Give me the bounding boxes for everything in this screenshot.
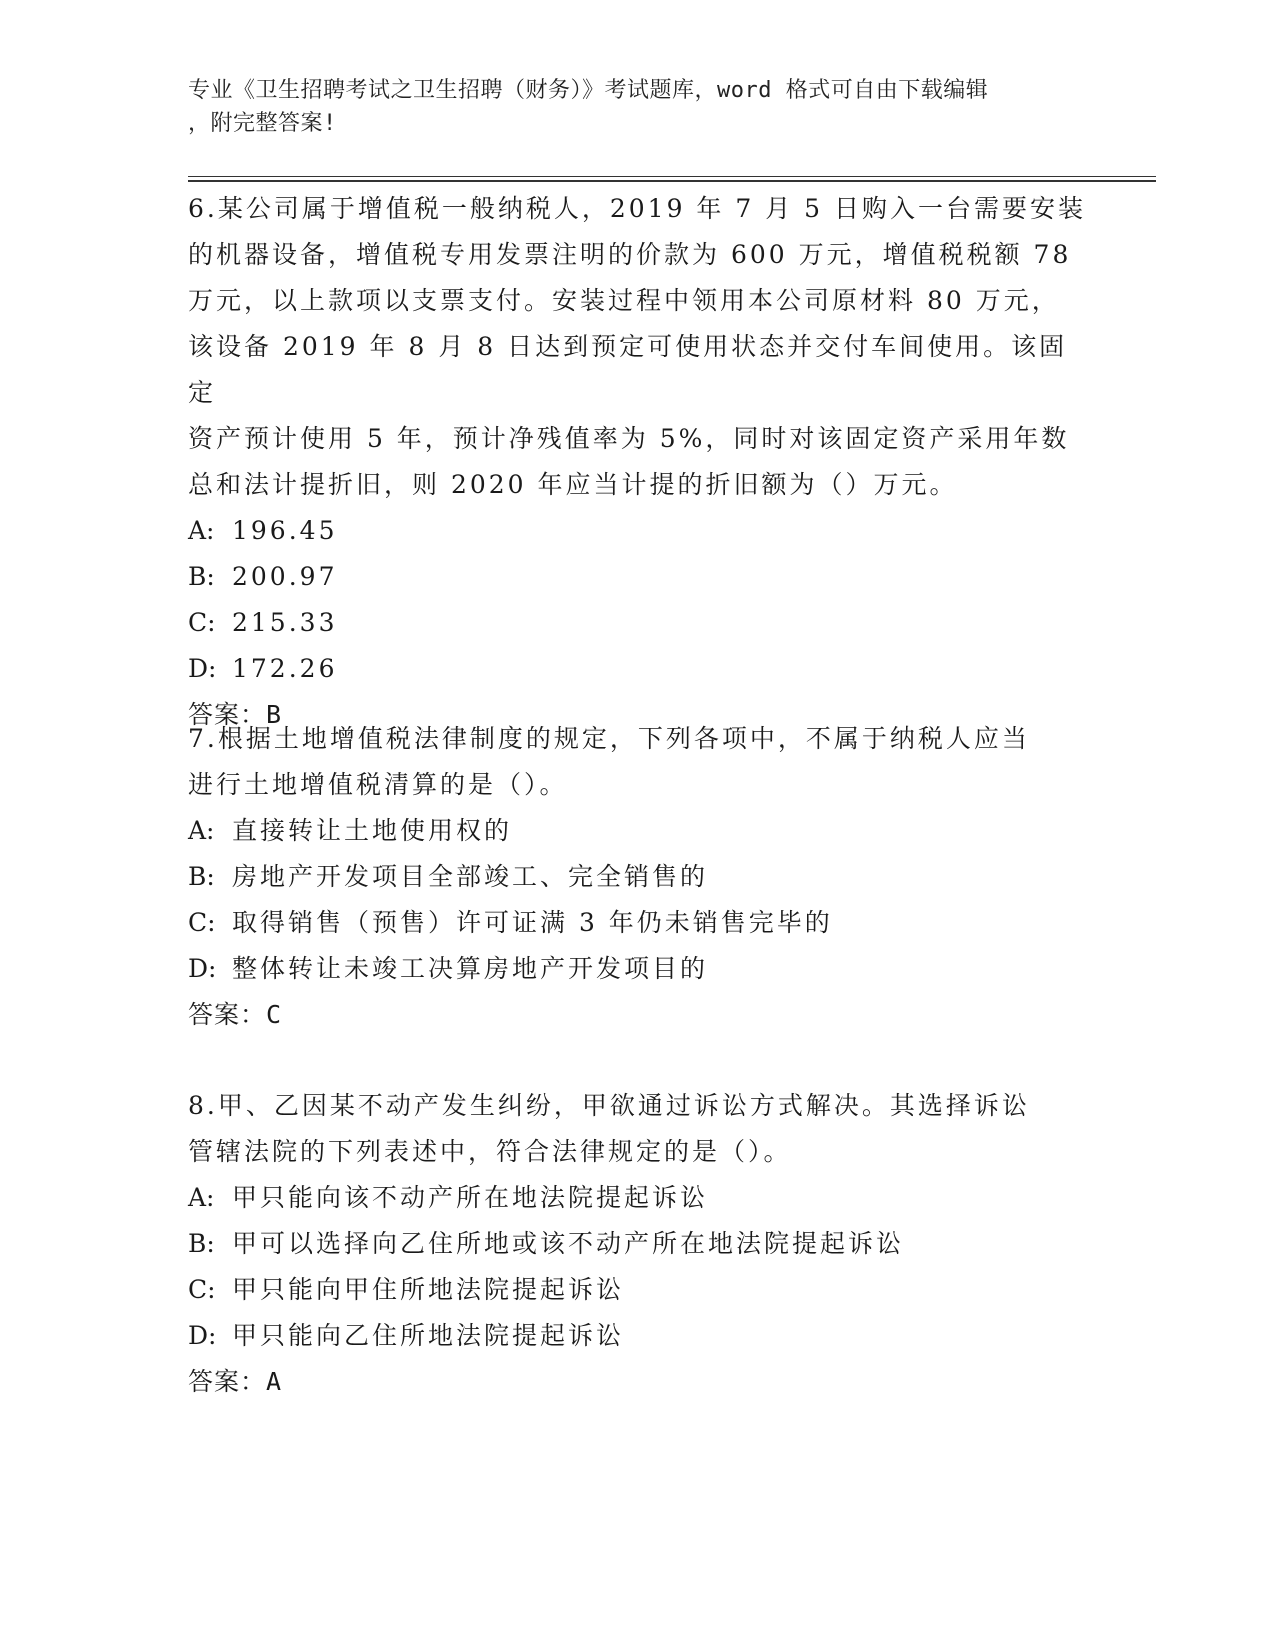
option-a bbox=[188, 808, 1088, 854]
option-text: 直接转让土地使用权的 bbox=[232, 816, 513, 845]
question-stem-line: 资产预计使用 5 年，预计净残值率为 5%，同时对该固定资产采用年数 bbox=[188, 424, 1070, 453]
option-text: 房地产开发项目全部竣工、完全销售的 bbox=[232, 862, 709, 891]
option-d bbox=[188, 1313, 1088, 1359]
option-letter: D: bbox=[188, 1321, 217, 1350]
option-letter: D: bbox=[188, 954, 217, 983]
question-stem-line: 该设备 2019 年 8 月 8 日达到预定可使用状态并交付车间使用。该固定 bbox=[188, 332, 1068, 407]
option-text: 200.97 bbox=[232, 562, 338, 591]
answer-label: 答案：C bbox=[188, 1000, 283, 1029]
option-letter: D: bbox=[188, 654, 217, 683]
question-stem-line: 8.甲、乙因某不动产发生纠纷，甲欲通过诉讼方式解决。其选择诉讼 bbox=[188, 1091, 1030, 1120]
document-header bbox=[188, 74, 1088, 140]
option-text: 甲只能向该不动产所在地法院提起诉讼 bbox=[232, 1183, 709, 1212]
question-6 bbox=[188, 186, 1088, 738]
option-text: 甲可以选择向乙住所地或该不动产所在地法院提起诉讼 bbox=[232, 1229, 905, 1258]
option-text: 甲只能向乙住所地法院提起诉讼 bbox=[232, 1321, 625, 1350]
option-a bbox=[188, 508, 1088, 554]
option-letter: C: bbox=[188, 1275, 216, 1304]
option-b bbox=[188, 554, 1088, 600]
option-letter: A: bbox=[188, 816, 215, 845]
option-letter: B: bbox=[188, 862, 215, 891]
option-letter: B: bbox=[188, 1229, 215, 1258]
option-c bbox=[188, 900, 1088, 946]
question-8 bbox=[188, 1083, 1088, 1405]
option-text: 172.26 bbox=[232, 654, 338, 683]
question-stem-line: 万元，以上款项以支票支付。安装过程中领用本公司原材料 80 万元， bbox=[188, 286, 1060, 315]
header-line-2: ，附完整答案! bbox=[188, 111, 337, 136]
option-letter: B: bbox=[188, 562, 215, 591]
option-letter: C: bbox=[188, 908, 216, 937]
question-stem-line: 进行土地增值税清算的是（）。 bbox=[188, 770, 568, 799]
question-stem-line: 7.根据土地增值税法律制度的规定，下列各项中，不属于纳税人应当 bbox=[188, 724, 1030, 753]
option-text: 取得销售（预售）许可证满 3 年仍未销售完毕的 bbox=[232, 908, 833, 937]
option-text: 215.33 bbox=[232, 608, 338, 637]
question-stem-line: 总和法计提折旧，则 2020 年应当计提的折旧额为（）万元。 bbox=[188, 470, 958, 499]
answer-label: 答案：B bbox=[188, 700, 283, 729]
option-c bbox=[188, 600, 1088, 646]
option-letter: C: bbox=[188, 608, 216, 637]
header-divider-thin bbox=[188, 176, 1156, 177]
option-text: 甲只能向甲住所地法院提起诉讼 bbox=[232, 1275, 625, 1304]
question-stem-line: 的机器设备，增值税专用发票注明的价款为 600 万元，增值税税额 78 bbox=[188, 240, 1072, 269]
header-line-1: 专业《卫生招聘考试之卫生招聘（财务）》考试题库，word 格式可自由下载编辑 bbox=[188, 78, 989, 103]
question-stem-line: 管辖法院的下列表述中，符合法律规定的是（）。 bbox=[188, 1137, 792, 1166]
option-d bbox=[188, 946, 1088, 992]
option-b bbox=[188, 854, 1088, 900]
option-letter: A: bbox=[188, 1183, 215, 1212]
answer-label: 答案：A bbox=[188, 1367, 283, 1396]
option-d bbox=[188, 646, 1088, 692]
option-c bbox=[188, 1267, 1088, 1313]
option-letter: A: bbox=[188, 516, 215, 545]
question-7 bbox=[188, 716, 1088, 1038]
option-a bbox=[188, 1175, 1088, 1221]
option-text: 整体转让未竣工决算房地产开发项目的 bbox=[232, 954, 709, 983]
option-b bbox=[188, 1221, 1088, 1267]
option-text: 196.45 bbox=[232, 516, 338, 545]
header-divider-thick bbox=[188, 180, 1156, 182]
question-stem-line: 6.某公司属于增值税一般纳税人，2019 年 7 月 5 日购入一台需要安装 bbox=[188, 194, 1087, 223]
